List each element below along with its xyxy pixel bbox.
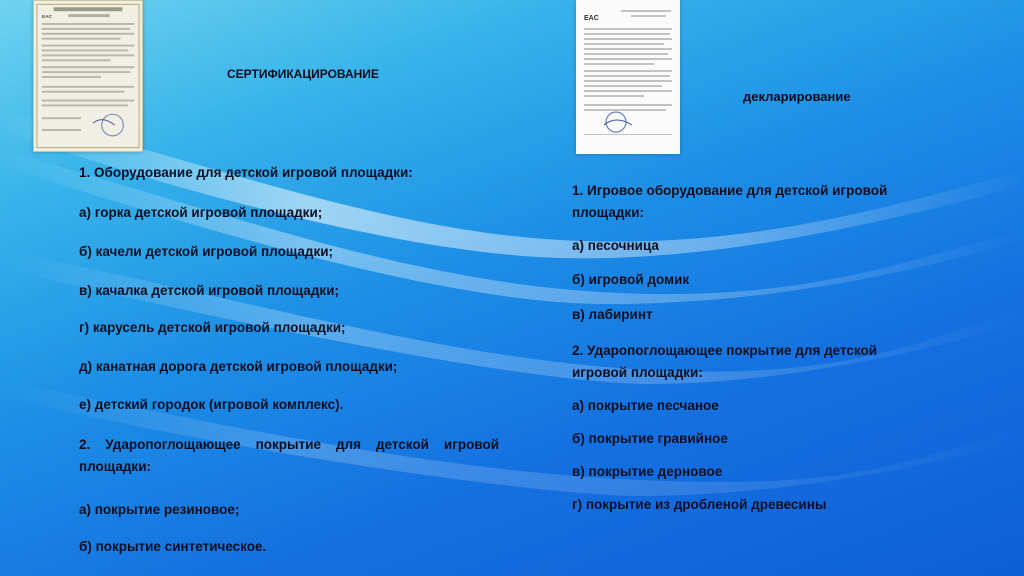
svg-text:EAC: EAC — [584, 15, 599, 22]
list-item: д) канатная дорога детской игровой площадки; — [79, 359, 398, 374]
declaration-heading: декларирование — [743, 89, 851, 104]
list-item: 2. Ударопоглощающее покрытие для детской игровой площадки: — [79, 437, 499, 474]
list-item: а) покрытие резиновое; — [79, 502, 240, 517]
list-item: б) покрытие гравийное — [572, 431, 728, 446]
list-item: в) лабиринт — [572, 307, 653, 322]
list-item: б) игровой домик — [572, 272, 690, 287]
list-item: а) покрытие песчаное — [572, 398, 719, 413]
certificate-image — [33, 0, 143, 152]
list-item: 2. Ударопоглощающее покрытие для детской игровой площадки: — [572, 343, 878, 380]
list-item: б) качели детской игровой площадки; — [79, 244, 334, 259]
svg-text:EAC: EAC — [41, 15, 53, 21]
list-item: в) качалка детской игровой площадки; — [79, 283, 339, 298]
declaration-document-icon — [576, 0, 680, 154]
list-item: а) горка детской игровой площадки; — [79, 205, 323, 220]
list-item: 1. Игровое оборудование для детской игровой площадки: — [572, 183, 888, 220]
declaration-image — [576, 0, 680, 154]
list-item: е) детский городок (игровой комплекс). — [79, 397, 344, 412]
list-item: 1. Оборудование для детской игровой площадки: — [79, 165, 413, 180]
list-item: б) покрытие синтетическое. — [79, 539, 267, 554]
certification-heading: СЕРТИФИКАЦИРОВАНИЕ — [227, 67, 379, 81]
list-item: г) карусель детской игровой площадки; — [79, 320, 346, 335]
list-item: в) покрытие дерновое — [572, 464, 723, 479]
list-item: г) покрытие из дробленой древесины — [572, 497, 827, 512]
certificate-document-icon — [34, 1, 142, 151]
list-item: а) песочница — [572, 238, 659, 253]
